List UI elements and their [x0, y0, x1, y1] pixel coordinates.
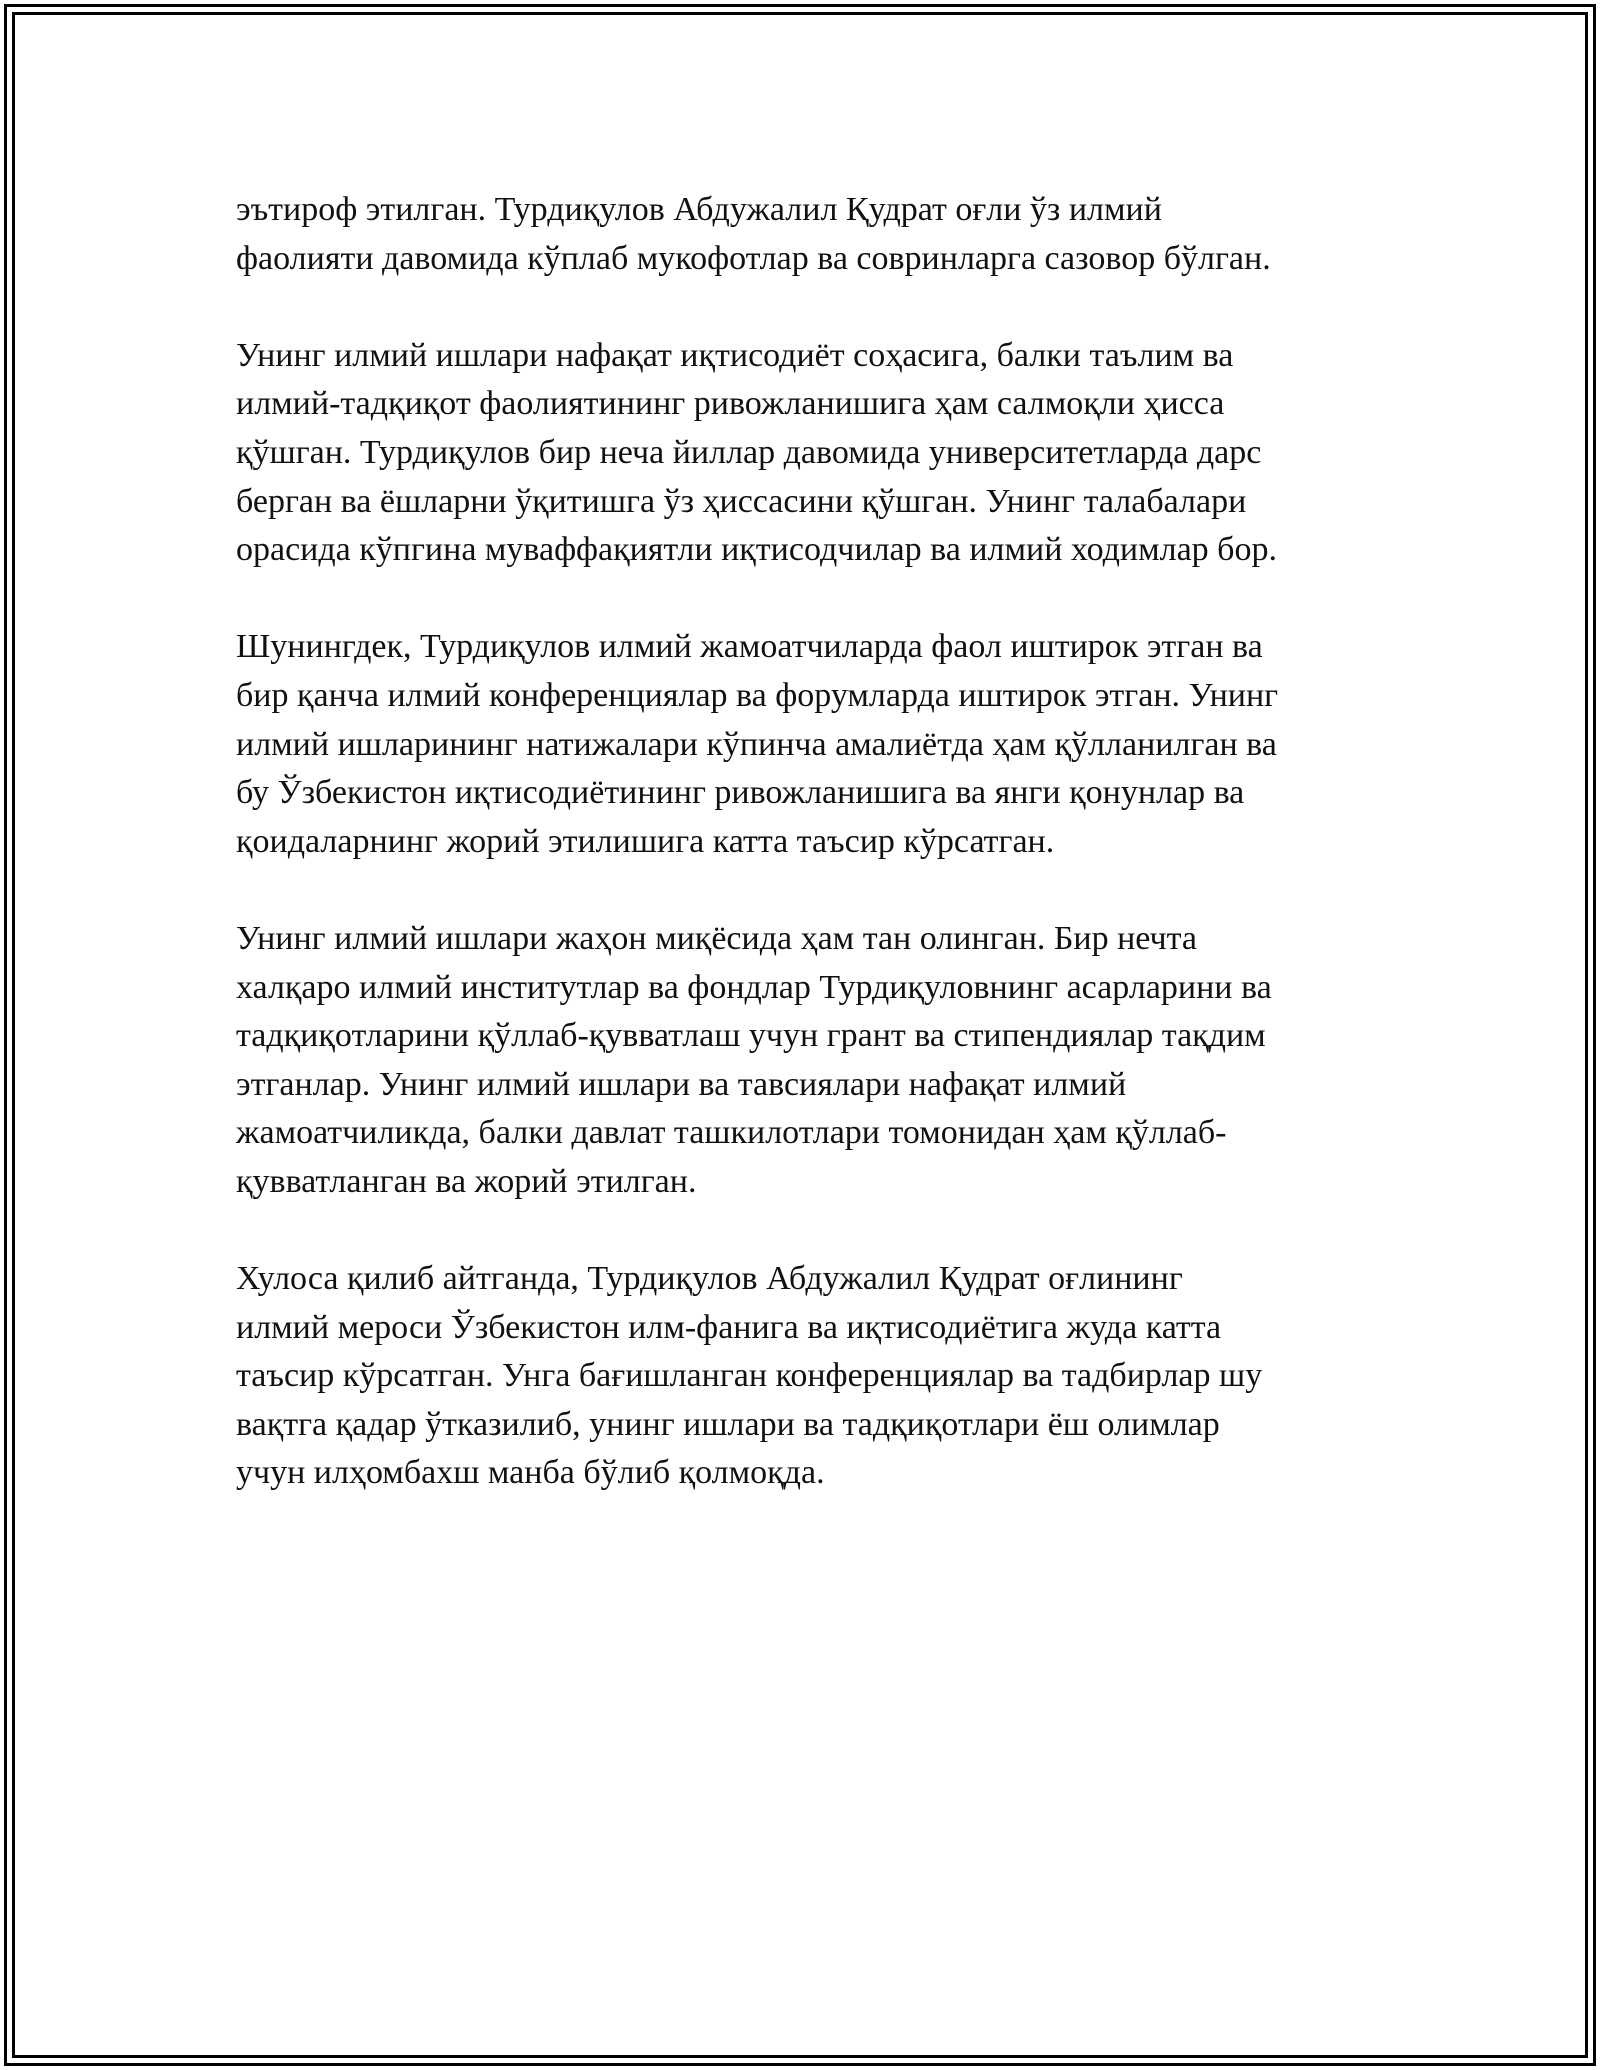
text-line: илмий мероси Ўзбекистон илм-фанига ва иқтисодиётига жуда катта — [236, 1308, 1222, 1346]
text-line: этганлар. Унинг илмий ишлари ва тавсиялари нафақат илмий — [236, 1065, 1127, 1103]
text-line: Хулоса қилиб айтганда, Турдиқулов Абдужалил Қудрат оғлининг — [236, 1260, 1183, 1298]
text-line: илмий ишларининг натижалари кўпинча амалиётда ҳам қўлланилган ва — [236, 725, 1277, 763]
text-line: вақтга қадар ўтказилиб, унинг ишлари ва тадқиқотлари ёш олимлар — [236, 1405, 1220, 1443]
paragraph-5 — [236, 1255, 1366, 1498]
text-line: қувватланган ва жорий этилган. — [236, 1162, 697, 1200]
document-body — [236, 186, 1366, 1547]
text-line: Унинг илмий ишлари жаҳон миқёсида ҳам тан олинган. Бир нечта — [236, 919, 1198, 957]
text-line: таъсир кўрсатган. Унга бағишланган конференциялар ва тадбирлар шу — [236, 1357, 1263, 1395]
text-line: халқаро илмий институтлар ва фондлар Турдиқуловнинг асарларини ва — [236, 968, 1272, 1006]
text-line: Унинг илмий ишлари нафақат иқтисодиёт соҳасига, балки таълим ва — [236, 336, 1234, 374]
text-line: учун илҳомбахш манба бўлиб қолмоқда. — [236, 1454, 825, 1492]
text-line: фаолияти давомида кўплаб мукофотлар ва совринларга сазовор бўлган. — [236, 239, 1271, 277]
text-line: берган ва ёшларни ўқитишга ўз ҳиссасини қўшган. Унинг талабалари — [236, 482, 1247, 520]
text-line: илмий-тадқиқот фаолиятининг ривожланишига ҳам салмоқли ҳисса — [236, 385, 1225, 423]
text-line: жамоатчиликда, балки давлат ташкилотлари томонидан ҳам қўллаб- — [236, 1114, 1227, 1152]
text-line: Шунингдек, Турдиқулов илмий жамоатчиларда фаол иштирок этган ва — [236, 628, 1263, 666]
text-line: бир қанча илмий конференциялар ва форумларда иштирок этган. Унинг — [236, 676, 1279, 714]
paragraph-2 — [236, 332, 1366, 575]
text-line: тадқиқотларини қўллаб-қувватлаш учун грант ва стипендиялар тақдим — [236, 1017, 1266, 1055]
text-line: бу Ўзбекистон иқтисодиётининг ривожланишига ва янги қонунлар ва — [236, 774, 1245, 812]
paragraph-4 — [236, 915, 1366, 1207]
text-line: қўшган. Турдиқулов бир неча йиллар давомида университетларда дарс — [236, 433, 1262, 471]
text-line: қоидаларнинг жорий этилишига катта таъсир кўрсатган. — [236, 822, 1055, 860]
text-line: эътироф этилган. Турдиқулов Абдужалил Қудрат оғли ўз илмий — [236, 191, 1162, 228]
paragraph-1 — [236, 186, 1366, 283]
text-line: орасида кўпгина муваффақиятли иқтисодчилар ва илмий ходимлар бор. — [236, 531, 1277, 569]
paragraph-3 — [236, 623, 1366, 866]
